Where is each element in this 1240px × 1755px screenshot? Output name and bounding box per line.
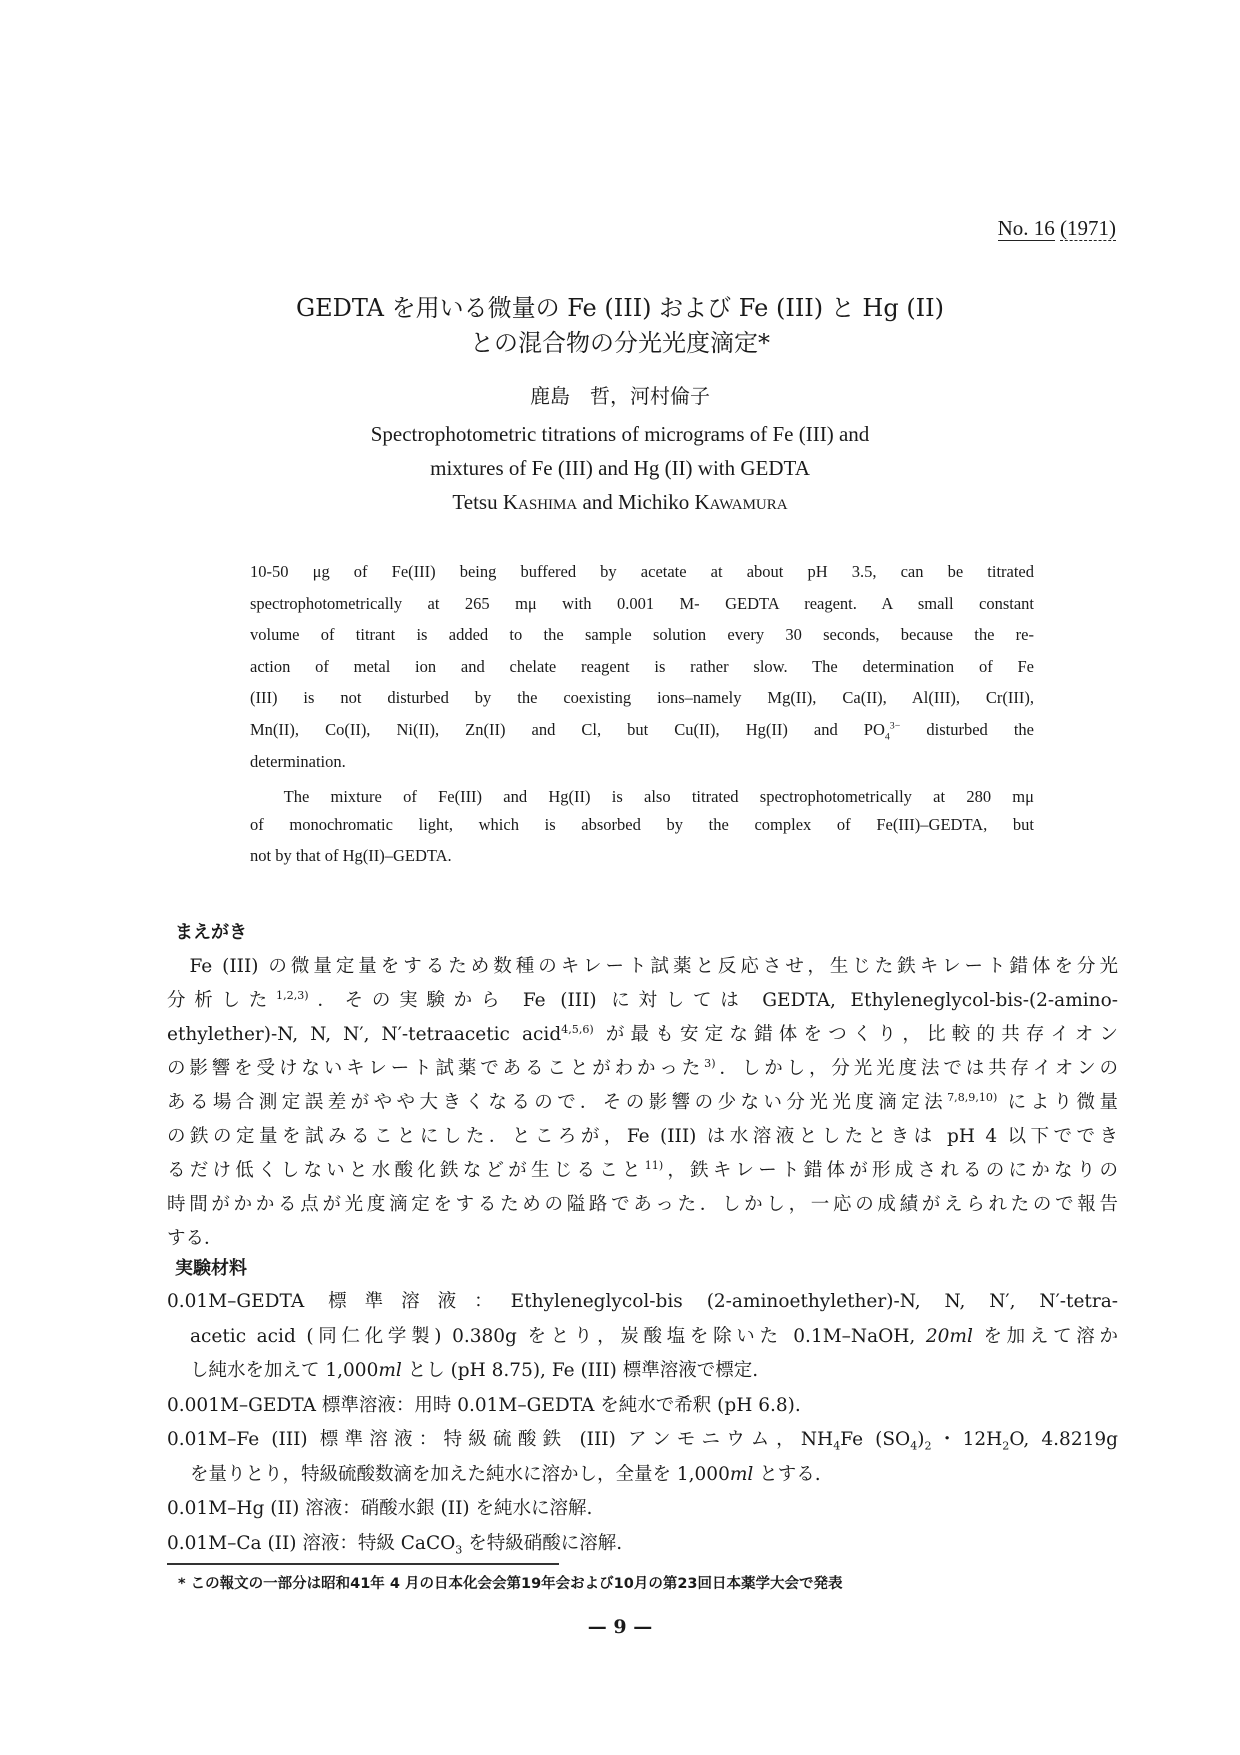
text-segment: により微量 bbox=[997, 1092, 1118, 1113]
text-line bbox=[250, 720, 1034, 743]
author-and: and bbox=[577, 490, 619, 514]
text-segment: を量りとり，特級硫酸数滴を加えた純水に溶かし，全量を 1,000 bbox=[190, 1463, 730, 1485]
text-segment: Mn(II), Co(II), Ni(II), Zn(II) and Cl, but Cu(II), Hg(II) and PO bbox=[250, 720, 885, 739]
text-segment: する． bbox=[167, 1228, 223, 1249]
text-line bbox=[167, 1122, 1118, 1148]
superscript: 3) bbox=[704, 1056, 716, 1070]
authors-ja: 鹿島 哲，河村倫子 bbox=[530, 384, 710, 408]
text-segment: を加えて溶か bbox=[972, 1325, 1118, 1347]
subscript: 4 bbox=[910, 1439, 918, 1453]
text-line bbox=[190, 1322, 1118, 1348]
text-segment: の鉄の定量を試みることにした．ところが，Fe (III) は水溶液としたときは pH 4 以下ででき bbox=[167, 1126, 1118, 1147]
text-line bbox=[250, 657, 1034, 677]
text-line bbox=[167, 1287, 1118, 1313]
subscript: 2 bbox=[924, 1439, 932, 1453]
text-segment: ，鉄キレート錯体が形成されるのにかなりの bbox=[663, 1160, 1118, 1181]
title-ja-line-1: GEDTA を用いる微量の Fe (III) および Fe (III) と Hg (II) bbox=[295, 294, 945, 322]
text-line bbox=[190, 1356, 890, 1382]
text-segment: ．その実験から Fe (III) に対しては GEDTA, Ethyleneglycol-bis-(2-amino- bbox=[308, 990, 1118, 1011]
text-segment: spectrophotometrically at 265 mμ with 0.001 M- GEDTA reagent. A small constant bbox=[250, 593, 1034, 613]
text-segment: volume of titrant is added to the sample solution every 30 seconds, because the re- bbox=[250, 625, 1034, 645]
superscript: 4,5,6) bbox=[561, 1022, 594, 1036]
superscript: 11) bbox=[644, 1158, 664, 1172]
issue-year: (1971) bbox=[1060, 216, 1116, 240]
text-line bbox=[250, 783, 1034, 807]
text-line bbox=[167, 1020, 1118, 1046]
text-line bbox=[167, 1054, 1118, 1080]
superscript: 1,2,3) bbox=[276, 988, 309, 1002]
text-line bbox=[250, 594, 1034, 614]
subscript: 4 bbox=[884, 731, 890, 743]
text-segment: 0.01M–Ca (II) 溶液：特級 CaCO bbox=[167, 1532, 456, 1554]
text-segment: The mixture of Fe(III) and Hg(II) is also titrated spectrophotometrically at 280 mμ bbox=[250, 787, 1034, 807]
text-segment: ethylether)-N, N, N′, N′-tetraacetic acid bbox=[167, 1024, 562, 1045]
issue-number bbox=[998, 216, 1116, 241]
text-segment: ml bbox=[378, 1360, 402, 1381]
author-last: Kawamura bbox=[694, 490, 788, 514]
text-line bbox=[250, 625, 1034, 645]
text-segment: disturbed the bbox=[900, 720, 1034, 739]
text-segment: (III) is not disturbed by the coexisting ions–namely Mg(II), Ca(II), Al(III), Cr(III), bbox=[250, 688, 1034, 708]
text-segment: とする. bbox=[753, 1463, 821, 1485]
text-segment: が最も安定な錯体をつくり，比較的共存イオン bbox=[593, 1024, 1118, 1045]
text-segment: acetic acid (同仁化学製) 0.380g をとり，炭酸塩を除いた 0.1M–NaOH, bbox=[190, 1325, 926, 1347]
text-line bbox=[167, 1224, 1118, 1250]
text-line bbox=[167, 986, 1118, 1012]
section-heading-introduction: まえがき bbox=[175, 922, 247, 943]
text-segment: とし (pH 8.75), Fe (III) 標準溶液で標定. bbox=[401, 1360, 759, 1381]
text-segment: を特級硝酸に溶解. bbox=[462, 1532, 623, 1554]
text-line bbox=[167, 1156, 1118, 1182]
text-line bbox=[250, 815, 1034, 835]
text-segment: of monochromatic light, which is absorbed by the complex of Fe(III)–GEDTA, but bbox=[250, 814, 1034, 834]
superscript: 3− bbox=[889, 720, 901, 732]
text-line bbox=[167, 1494, 767, 1520]
author-last: Kashima bbox=[502, 490, 578, 514]
section-heading-materials: 実験材料 bbox=[175, 1258, 247, 1279]
text-line bbox=[167, 1391, 867, 1417]
text-segment: し純水を加えて 1,000 bbox=[190, 1360, 379, 1381]
text-segment: 0.01M–Hg (II) 溶液：硝酸水銀 (II) を純水に溶解. bbox=[167, 1498, 593, 1519]
text-line bbox=[250, 846, 1034, 866]
text-line bbox=[167, 1088, 1118, 1114]
text-segment: 20ml bbox=[925, 1325, 973, 1347]
text-line bbox=[167, 1190, 1118, 1216]
text-line bbox=[250, 752, 1034, 772]
title-en-line-2: mixtures of Fe (III) and Hg (II) with GEDTA bbox=[430, 456, 810, 480]
footnote-divider bbox=[167, 1563, 559, 1565]
text-segment: action of metal ion and chelate reagent is rather slow. The determination of Fe bbox=[250, 656, 1034, 676]
title-ja-line-2: との混合物の分光光度滴定* bbox=[470, 329, 770, 357]
text-segment: るだけ低くしないと水酸化鉄などが生じること bbox=[167, 1160, 645, 1181]
text-line bbox=[190, 1460, 890, 1486]
text-line bbox=[167, 1529, 767, 1555]
text-segment: Fe (III) の微量定量をするため数種のキレート試薬と反応させ，生じた鉄キレート錯体を分光 bbox=[167, 956, 1118, 977]
footnote: * この報文の一部分は昭和41年 4 月の日本化会会第19年会および10月の第23回日本薬学大会で発表 bbox=[178, 1576, 843, 1592]
text-segment: determination. bbox=[250, 751, 346, 771]
text-line bbox=[250, 562, 1034, 582]
title-en-line-1: Spectrophotometric titrations of micrograms of Fe (III) and bbox=[370, 422, 870, 446]
text-segment: 10-50 μg of Fe(III) being buffered by acetate at about pH 3.5, can be titrated bbox=[250, 562, 1034, 581]
issue-no: No. 16 bbox=[997, 216, 1055, 240]
text-segment: 0.001M–GEDTA 標準溶液：用時 0.01M–GEDTA を純水で希釈 (pH 6.8). bbox=[167, 1394, 801, 1416]
text-segment: 時間がかかる点が光度滴定をするための隘路であった．しかし，一応の成績がえられたので報告 bbox=[167, 1194, 1118, 1215]
text-segment: ．しかし，分光光度法では共存イオンの bbox=[715, 1058, 1118, 1079]
text-segment: ) bbox=[917, 1429, 925, 1450]
subscript: 3 bbox=[455, 1543, 463, 1557]
superscript: 7,8,9,10) bbox=[947, 1090, 998, 1104]
author-first: Tetsu bbox=[452, 490, 503, 514]
subscript: 2 bbox=[1002, 1439, 1010, 1453]
text-segment: ある場合測定誤差がやや大きくなるので．その影響の少ない分光光度滴定法 bbox=[167, 1092, 948, 1113]
text-segment: 分析した bbox=[167, 990, 277, 1011]
text-line bbox=[167, 1425, 1118, 1451]
authors-en bbox=[0, 490, 1240, 515]
text-segment: ・12H bbox=[931, 1429, 1003, 1450]
text-line bbox=[167, 952, 1118, 978]
text-segment: 0.01M–Fe (III) 標準溶液：特級硫酸鉄 (III) アンモニウム，NH bbox=[167, 1429, 834, 1450]
author-first: Michiko bbox=[618, 490, 695, 514]
text-segment: 0.01M–GEDTA 標準溶液：Ethyleneglycol-bis (2-aminoethylether)-N, N, N′, N′-tetra- bbox=[167, 1291, 1118, 1312]
page-number: — 9 — bbox=[587, 1616, 653, 1638]
text-line bbox=[250, 688, 1034, 708]
text-segment: の影響を受けないキレート試薬であることがわかった bbox=[167, 1058, 705, 1079]
text-segment: Fe (SO bbox=[840, 1429, 911, 1450]
text-segment: not by that of Hg(II)–GEDTA. bbox=[250, 846, 452, 866]
text-segment: ml bbox=[729, 1463, 754, 1485]
text-segment: O, 4.8219g bbox=[1009, 1429, 1118, 1450]
subscript: 4 bbox=[833, 1439, 841, 1453]
